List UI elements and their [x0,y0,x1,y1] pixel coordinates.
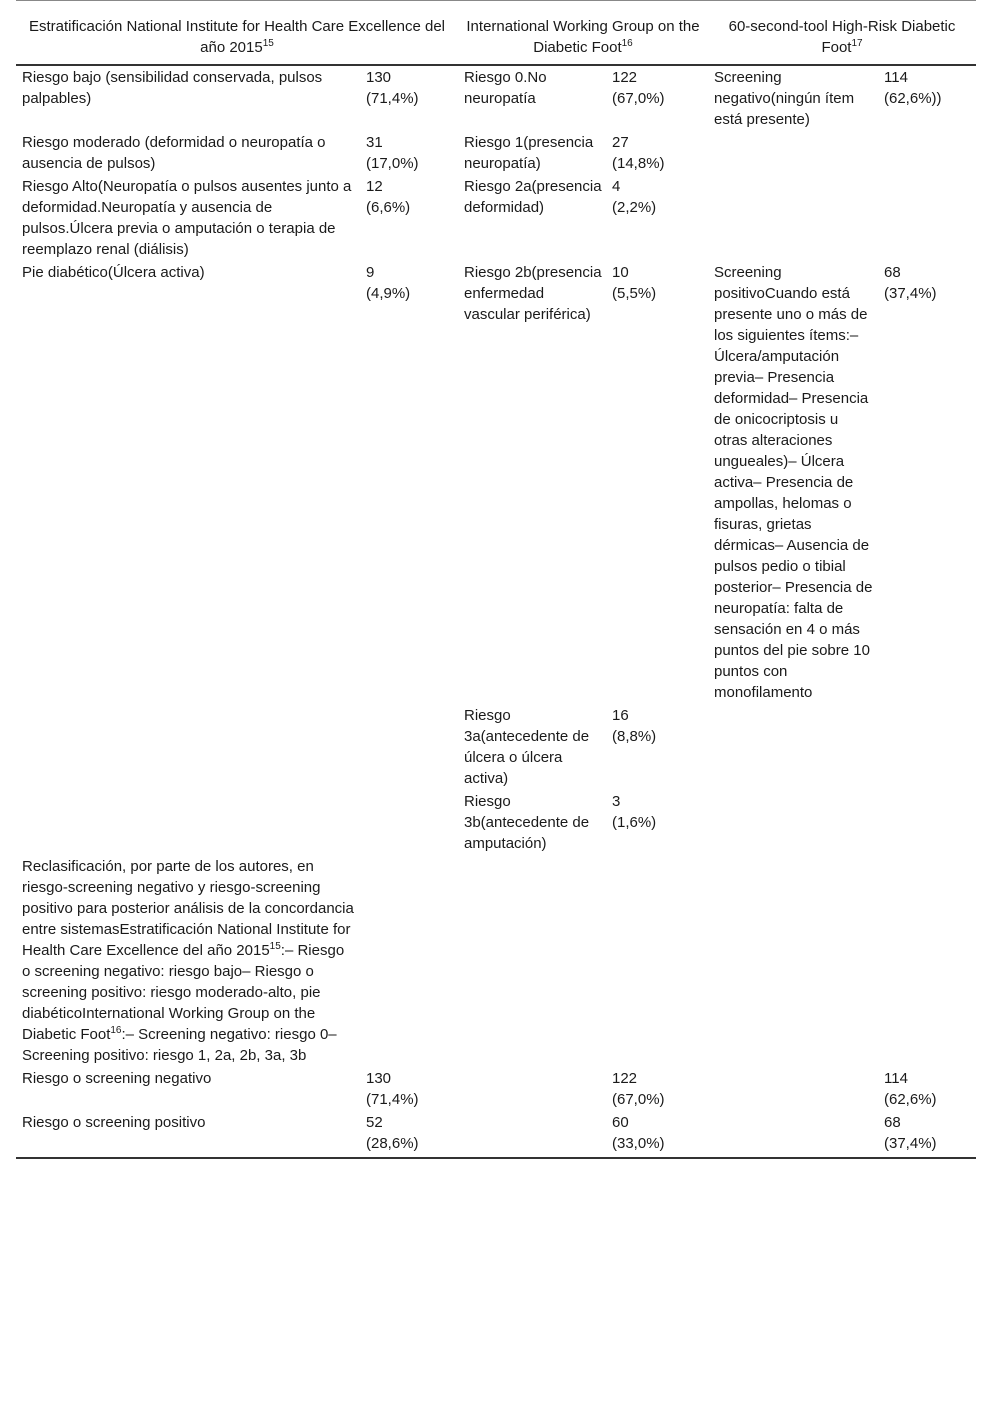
iwgdf-category: Riesgo 3a(antecedente de úlcera o úlcera activa) [464,707,590,787]
hrdf-count: 68 (37,4%) [884,264,937,302]
iwgdf-category: Riesgo 3b(antecedente de amputación) [464,793,590,852]
table-row [16,790,976,855]
iwgdf-category: Riesgo 2b(presencia enfermedad vascular periférica) [464,264,602,323]
empty-cell [708,790,880,855]
table-row [16,261,976,704]
empty-cell [458,1111,608,1158]
hrdf-count: 68 (37,4%) [880,1111,976,1158]
header-row [16,1,976,66]
reclassification-note: Reclasificación, por parte de los autores, en riesgo-screening negativo y riesgo-screening positivo para posterior análisis de la concordancia entre sistemasEstratificación National Institute for Health Care Excellence del año 2015$^{15}$:– Riesgo o screening negativo: riesgo bajo– Riesgo o screening positivo: riesgo moderado-alto, pie diabéticoInternational Working Group on the Diabetic Foot$^{16}$:– Screening negativo: riesgo 0– Screening positivo: riesgo 1, 2a, 2b, 3a, 3b [22,858,354,1064]
iwgdf-count: 122 (67,0%) [612,1070,665,1108]
iwgdf-category: Riesgo 2a(presencia deformidad) [464,178,602,216]
empty-cell [458,1067,608,1111]
iwgdf-count: 3 (1,6%) [612,793,657,831]
nice-category: Riesgo moderado (deformidad o neuropatía o ausencia de pulsos) [22,134,326,172]
iwgdf-category: Riesgo 1(presencia neuropatía) [464,134,594,172]
empty-cell [708,1111,880,1158]
table-row [16,65,976,131]
empty-cell [880,790,976,855]
table-row [16,175,976,261]
nice-category: Riesgo Alto(Neuropatía o pulsos ausentes junto a deformidad.Neuropatía y ausencia de pulsos.Úlcera previa o amputación o terapia de reemplazo renal (diálisis) [22,178,352,258]
nice-category: Riesgo bajo (sensibilidad conservada, pulsos palpables) [22,69,323,107]
nice-count: 9 (4,9%) [366,264,411,302]
positive-label: Riesgo o screening positivo [16,1111,362,1158]
nice-count: 12 (6,6%) [366,178,411,216]
risk-stratification-table [16,0,976,1159]
empty-cell [708,704,880,790]
empty-cell [362,790,458,855]
iwgdf-count: 122 (67,0%) [612,69,665,107]
empty-cell [708,175,880,261]
iwgdf-count: 4 (2,2%) [612,178,657,216]
empty-cell [16,704,362,790]
empty-cell [880,175,976,261]
empty-cell [708,1067,880,1111]
hrdf-count: 114 (62,6%) [884,1070,937,1108]
header-iwgdf: International Working Group on the Diabetic Foot$^{16}$ [458,1,708,66]
negative-label: Riesgo o screening negativo [22,1070,212,1087]
iwgdf-category: Riesgo 0.No neuropatía [464,69,547,107]
hrdf-category: Screening positivoCuando está presente uno o más de los siguientes ítems:– Úlcera/amputación previa– Presencia deformidad– Presencia de onicocriptosis u otras alteraciones ungueales)– Úlcera activa– Presencia de ampollas, helomas o fisuras, grietas dérmicas– Ausencia de pulsos pedio o tibial posterior– Presencia de neuropatía: falta de sensación en 4 o más puntos del pie sobre 10 puntos con monofilamento [714,264,873,701]
nice-count: 130 (71,4%) [366,1070,419,1108]
iwgdf-count: 16 (8,8%) [612,707,657,745]
header-hrdf: 60-second-tool High-Risk Diabetic Foot$^{17}$ [708,1,976,66]
empty-cell [708,855,880,1067]
table-container [16,0,976,1159]
hrdf-category: Screening negativo(ningún ítem está presente) [714,69,855,128]
empty-cell [458,855,608,1067]
empty-cell [608,855,708,1067]
table-row-positive [16,1111,976,1158]
empty-cell [880,855,976,1067]
nice-category: Pie diabético(Úlcera activa) [22,264,205,281]
nice-count: 52 (28,6%) [362,1111,458,1158]
table-row-note [16,855,976,1067]
empty-cell [880,704,976,790]
empty-cell [362,855,458,1067]
nice-count: 31 (17,0%) [366,134,419,172]
hrdf-count: 114 (62,6%)) [884,69,942,107]
header-nice: Estratificación National Institute for Health Care Excellence del año 2015$^{15}$ [16,1,458,66]
iwgdf-count: 60 (33,0%) [608,1111,708,1158]
table-row [16,704,976,790]
empty-cell [708,131,880,175]
nice-count: 130 (71,4%) [366,69,419,107]
empty-cell [362,704,458,790]
iwgdf-count: 10 (5,5%) [612,264,657,302]
table-row-negative [16,1067,976,1111]
iwgdf-count: 27 (14,8%) [612,134,665,172]
empty-cell [16,790,362,855]
table-row [16,131,976,175]
empty-cell [880,131,976,175]
